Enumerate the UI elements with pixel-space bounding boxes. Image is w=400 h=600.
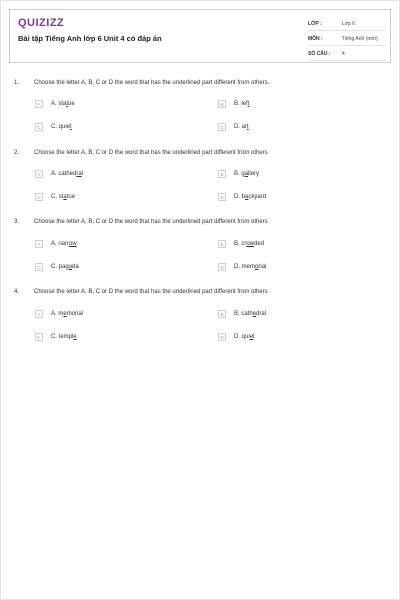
option-letter-box: B: [218, 310, 226, 318]
meta-key: LỚP :: [308, 21, 322, 27]
option-letter-box: A: [35, 100, 43, 108]
question-text: Choose the letter A, B, C or D the word that has the underlined part different from others: [34, 289, 268, 295]
option-text: C. pagoda: [51, 264, 79, 270]
option-text: A. cathedral: [51, 171, 84, 177]
option-text: B. gallery: [234, 171, 260, 177]
option-letter-box: C: [35, 333, 43, 341]
option-letter-box: B: [218, 100, 226, 108]
option-text: D. art: [234, 124, 249, 130]
option-letter-box: D: [218, 263, 226, 271]
option-text: C. statue: [51, 194, 76, 200]
question-number: 3.: [14, 219, 20, 225]
question-text: Choose the letter A, B, C or D the word that has the underlined part different from others: [34, 150, 268, 156]
option-text: D. memorial: [234, 264, 267, 270]
option-letter-box: D: [218, 193, 226, 201]
option-letter-box: B: [218, 240, 226, 248]
option-letter-box: A: [35, 240, 43, 248]
worksheet-meta: [308, 16, 386, 61]
meta-key: MÔN :: [308, 36, 323, 42]
question-text: Choose the letter A, B, C or D the word that has the underlined part different from others.: [34, 80, 270, 86]
option-letter-box: A: [35, 310, 43, 318]
option-text: A. narrow: [51, 241, 77, 247]
option-text: B. cathedral: [234, 311, 267, 317]
meta-row-subject: [308, 31, 386, 46]
option-text: B. left: [234, 101, 250, 107]
option-letter-box: A: [35, 170, 43, 178]
meta-key: SỐ CÂU :: [308, 51, 331, 57]
meta-value: Tiếng Anh (mới): [342, 36, 378, 42]
option-letter-box: C: [35, 123, 43, 131]
option-text: A. memorial: [51, 311, 84, 317]
option-letter-box: D: [218, 333, 226, 341]
meta-value: 4: [342, 51, 345, 57]
meta-row-class: [308, 16, 386, 31]
option-letter-box: D: [218, 123, 226, 131]
meta-row-question-count: [308, 46, 386, 61]
option-text: C. temple: [51, 334, 77, 340]
option-text: B. crowded: [234, 241, 265, 247]
option-text: D. backyard: [234, 194, 267, 200]
option-letter-box: C: [35, 193, 43, 201]
option-text: A. statue: [51, 101, 75, 107]
worksheet-header: [9, 9, 391, 63]
option-text: C. quiet: [51, 124, 72, 130]
meta-value: Lớp 6: [342, 21, 356, 27]
question-text: Choose the letter A, B, C or D the word that has the underlined part different from others: [34, 219, 268, 225]
worksheet-title: Bài tập Tiếng Anh lớp 6 Unit 4 có đáp án: [18, 34, 162, 43]
option-letter-box: C: [35, 263, 43, 271]
quizizz-logo: QUIZIZZ: [18, 17, 65, 29]
option-text: D. quiet: [234, 334, 255, 340]
question-number: 1.: [14, 80, 20, 86]
question-number: 4.: [14, 289, 20, 295]
question-number: 2.: [14, 150, 20, 156]
option-letter-box: B: [218, 170, 226, 178]
